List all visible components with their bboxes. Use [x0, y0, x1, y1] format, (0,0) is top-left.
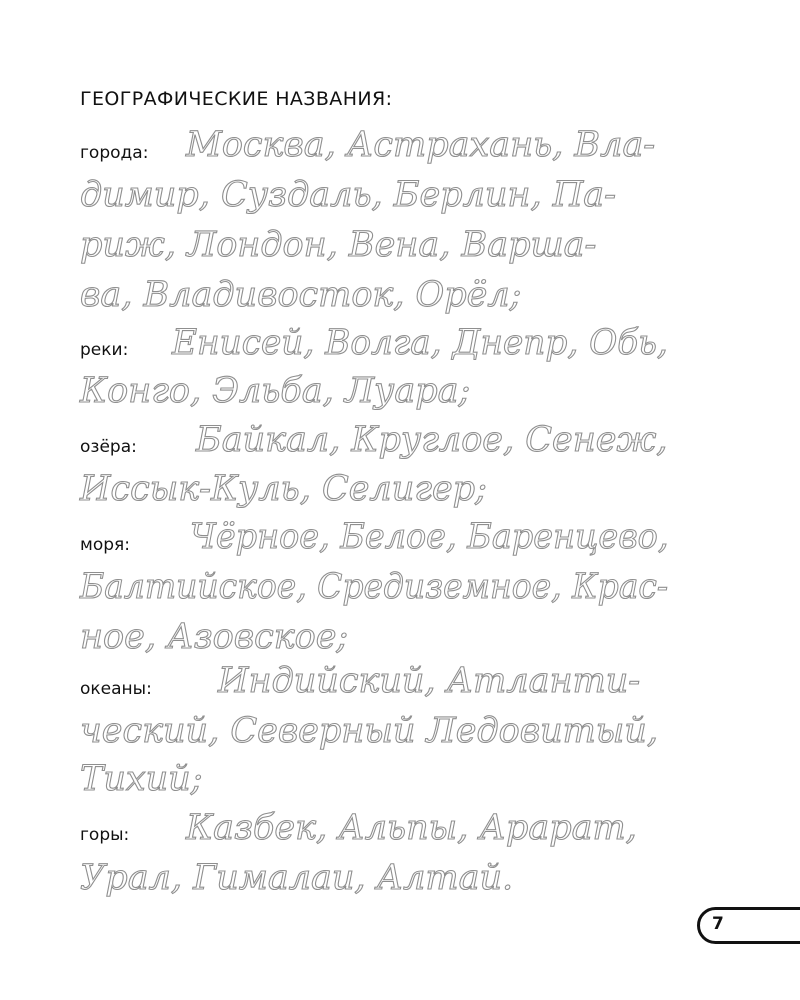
- tracing-line-rivers-1: Енисей, Волга, Днепр, Обь,: [172, 323, 668, 363]
- category-label-rivers: реки:: [80, 340, 129, 360]
- tracing-line-cities-3: риж, Лондон, Вена, Варша-: [80, 225, 597, 265]
- tracing-line-seas-2: Балтийское, Средиземное, Крас-: [80, 567, 669, 607]
- tracing-line-oceans-3: Тихий;: [80, 759, 203, 799]
- category-label-oceans: океаны:: [80, 679, 152, 699]
- tracing-line-rivers-2: Конго, Эльба, Луара;: [80, 371, 471, 411]
- category-label-lakes: озёра:: [80, 437, 137, 457]
- page-heading: ГЕОГРАФИЧЕСКИЕ НАЗВАНИЯ:: [80, 88, 393, 110]
- category-label-mountains: горы:: [80, 825, 130, 845]
- tracing-line-seas-1: Чёрное, Белое, Баренцево,: [190, 517, 669, 557]
- tracing-line-cities-1: Москва, Астрахань, Вла-: [186, 125, 656, 165]
- tracing-line-mountains-1: Казбек, Альпы, Арарат,: [186, 808, 637, 848]
- page-number: 7: [712, 914, 724, 934]
- tracing-line-lakes-1: Байкал, Круглое, Сенеж,: [196, 420, 668, 460]
- tracing-line-cities-4: ва, Владивосток, Орёл;: [80, 275, 522, 315]
- category-label-seas: моря:: [80, 535, 130, 555]
- tracing-line-mountains-2: Урал, Гималаи, Алтай.: [80, 858, 514, 898]
- category-label-cities: города:: [80, 143, 149, 163]
- tracing-line-oceans-2: ческий, Северный Ледовитый,: [80, 711, 658, 751]
- tracing-line-cities-2: димир, Суздаль, Берлин, Па-: [80, 175, 616, 215]
- tracing-line-lakes-2: Иссык-Куль, Селигер;: [80, 469, 487, 509]
- tracing-line-oceans-1: Индийский, Атланти-: [218, 661, 641, 701]
- tracing-line-seas-3: ное, Азовское;: [80, 617, 349, 657]
